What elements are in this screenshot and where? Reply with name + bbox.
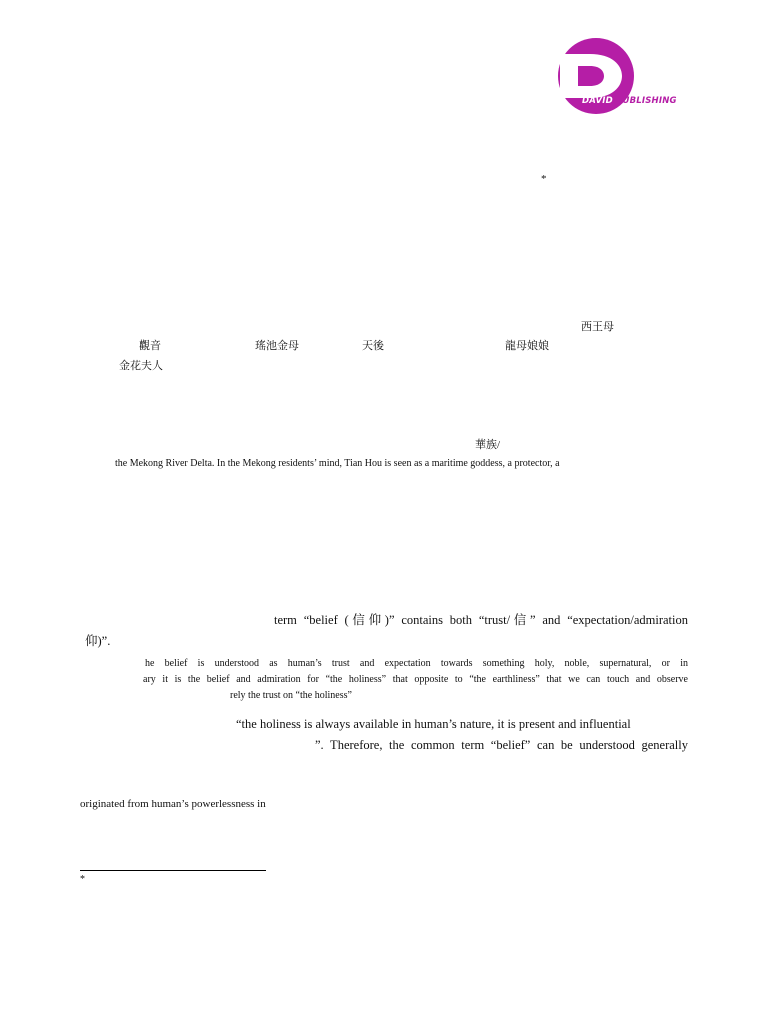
logo-word-publishing: PUBLISHING [616,96,677,106]
term-longmu: 龍母娘娘 [505,340,549,352]
text-holiness-available: “the holiness is always available in human’s nature, it is present and influential [236,717,631,731]
term-tianhou: 天後 [362,340,384,352]
text-quote-line-1: he belief is understood as human’s trust and expectation towards something holy, noble, supernatural, or in [145,658,688,669]
footnote-marker: * [80,874,85,885]
text-therefore: ”. Therefore, the common term “belief” can be understood generally [315,738,688,752]
title-asterisk: * [541,173,547,185]
footnote-separator [80,870,266,871]
term-yaochi-jinmu: 瑤池金母 [255,340,299,352]
term-xiwangmu: 西王母 [581,321,614,333]
term-huazu: 華族/ [475,439,501,451]
text-quote-line-3: rely the trust on “the holiness” [230,690,352,701]
term-guanyin: 觀音 [139,340,161,352]
text-yang-end: 仰)”. [85,634,111,648]
logo-word-david: DAVID [582,96,613,106]
text-mekong-line: the Mekong River Delta. In the Mekong residents’ mind, Tian Hou is seen as a maritime goddess, a protector, a [115,458,560,469]
david-publishing-logo [556,38,692,114]
term-jinhua: 金花夫人 [119,360,163,372]
text-quote-line-2: ary it is the belief and admiration for “the holiness” that opposite to “the earthliness” that we can touch and observe [143,674,688,685]
logo-wordmark [582,96,677,106]
text-term-belief: term “belief (信仰)” contains both “trust/信” and “expectation/admiration [274,613,688,627]
text-originated: originated from human’s powerlessness in [80,798,266,810]
